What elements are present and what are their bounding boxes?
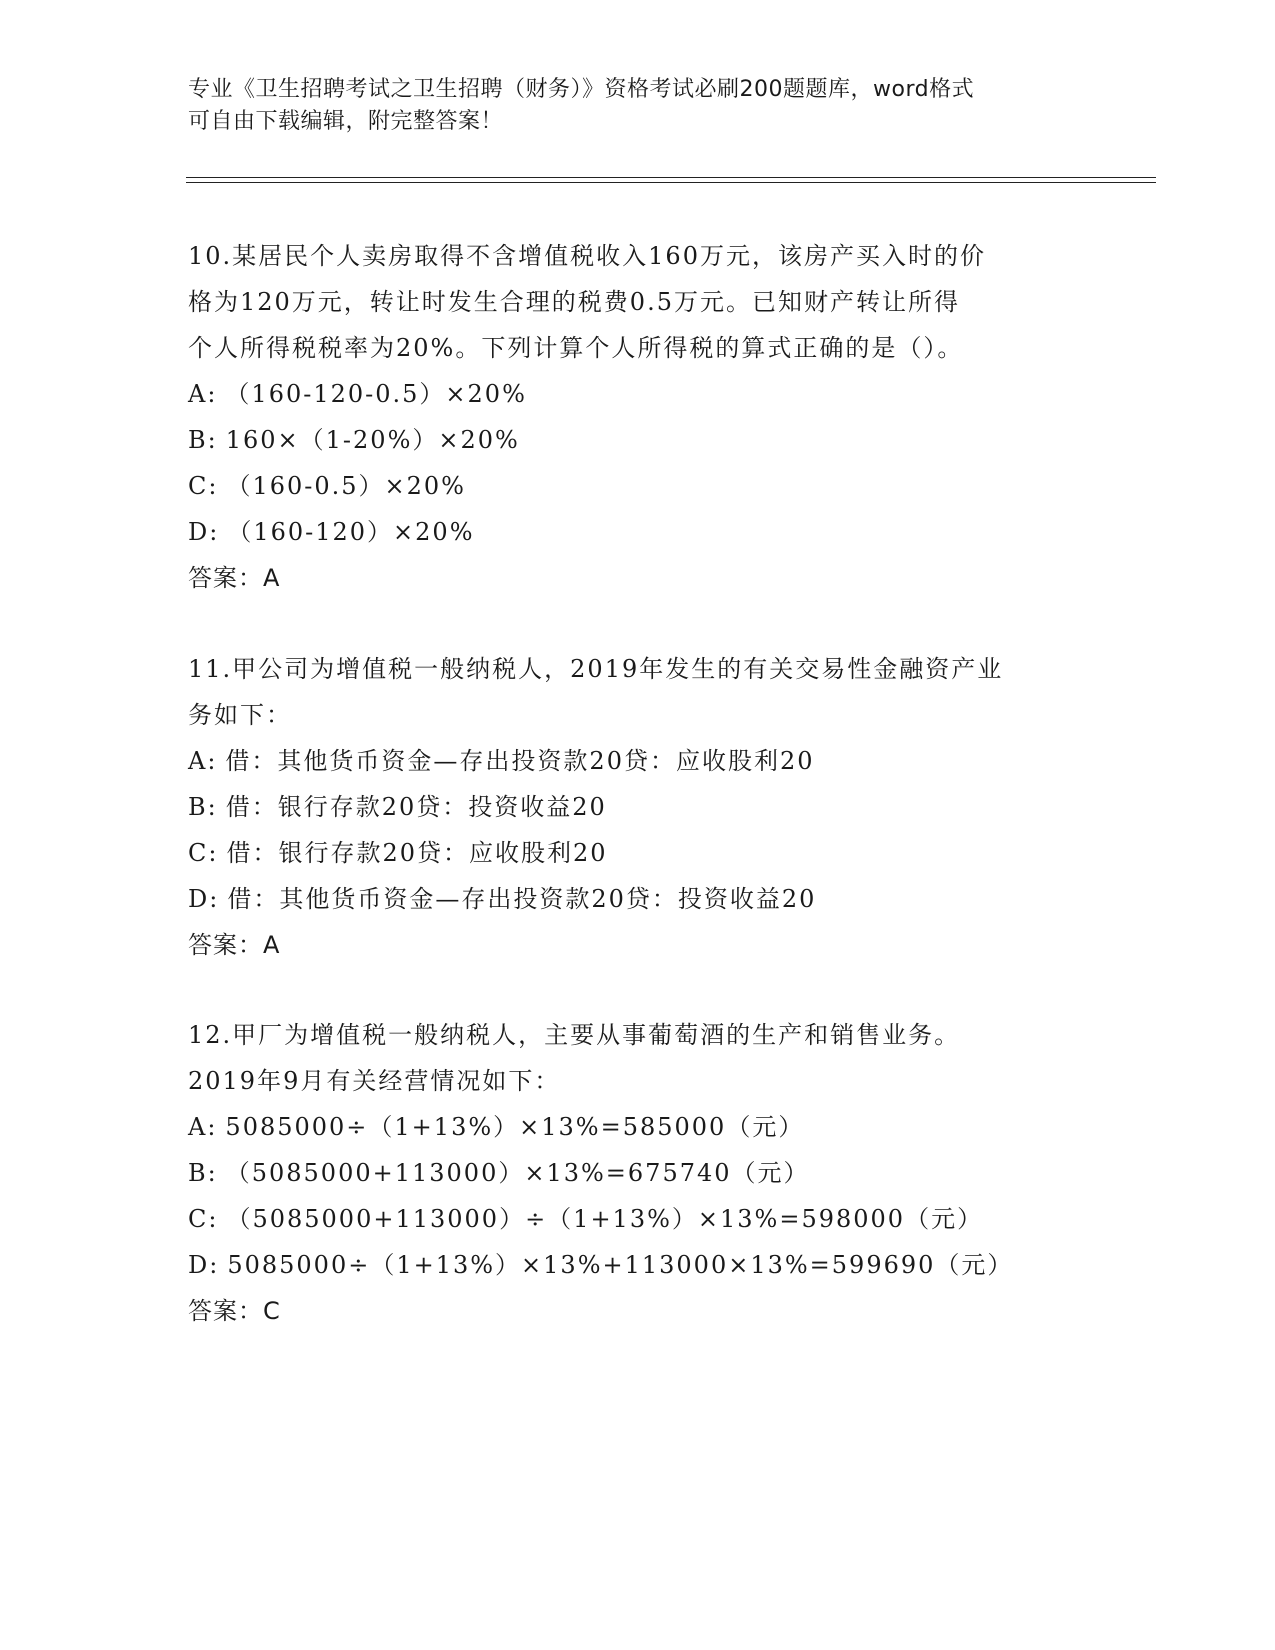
option-d (188, 1242, 1088, 1288)
option-d (188, 509, 1088, 555)
option-letter: B: (188, 1159, 218, 1187)
question-11 (188, 646, 1088, 968)
question-stem-line: 10.某居民个人卖房取得不含增值税收入160万元，该房产买入时的价 (188, 242, 986, 270)
option-letter: C: (188, 1205, 219, 1233)
option-c (188, 1196, 1088, 1242)
option-text: （160-120）×20% (227, 518, 475, 546)
option-letter: A: (188, 380, 218, 408)
question-stem-line: 11.甲公司为增值税一般纳税人，2019年发生的有关交易性金融资产业 (188, 655, 1004, 683)
option-text: 借：其他货币资金—存出投资款20贷：应收股利20 (225, 747, 815, 775)
question-stem-line: 12.甲厂为增值税一般纳税人，主要从事葡萄酒的生产和销售业务。 (188, 1021, 961, 1049)
option-text: （5085000+113000）÷（1+13%）×13%=598000（元） (226, 1205, 984, 1233)
option-letter: A: (188, 1113, 218, 1141)
option-text: 借：银行存款20贷：应收股利20 (226, 839, 608, 867)
header-divider-bottom (186, 182, 1156, 183)
option-text: 5085000÷（1+13%）×13%+113000×13%=599690（元） (227, 1251, 1014, 1279)
option-d (188, 876, 1088, 922)
option-text: 借：银行存款20贷：投资收益20 (225, 793, 607, 821)
option-letter: B: (188, 426, 218, 454)
option-letter: B: (188, 793, 218, 821)
option-letter: C: (188, 472, 219, 500)
option-letter: C: (188, 839, 219, 867)
option-a (188, 1104, 1088, 1150)
question-stem-line: 格为120万元，转让时发生合理的税费0.5万元。已知财产转让所得 (188, 288, 960, 316)
option-text: （160-120-0.5）×20% (225, 380, 527, 408)
header-line-2: 可自由下载编辑，附完整答案！ (188, 109, 504, 134)
header-line-1: 专业《卫生招聘考试之卫生招聘（财务）》资格考试必刷200题题库，word格式 (188, 77, 975, 102)
option-c (188, 830, 1088, 876)
question-stem-line: 2019年9月有关经营情况如下： (188, 1067, 561, 1095)
question-10 (188, 233, 1088, 601)
question-stem-line: 个人所得税税率为20%。下列计算个人所得税的算式正确的是（）。 (188, 334, 964, 362)
answer-line: 答案：A (188, 931, 281, 959)
option-letter: D: (188, 885, 220, 913)
option-text: 160×（1-20%）×20% (225, 426, 520, 454)
option-b (188, 417, 1088, 463)
option-letter: D: (188, 1251, 220, 1279)
document-header (188, 74, 1088, 138)
header-divider-top (186, 177, 1156, 178)
option-letter: D: (188, 518, 220, 546)
option-text: （5085000+113000）×13%=675740（元） (225, 1159, 810, 1187)
option-letter: A: (188, 747, 218, 775)
option-text: 借：其他货币资金—存出投资款20贷：投资收益20 (227, 885, 817, 913)
option-text: 5085000÷（1+13%）×13%=585000（元） (225, 1113, 805, 1141)
answer-line: 答案：A (188, 564, 281, 592)
option-a (188, 738, 1088, 784)
question-stem-line: 务如下： (188, 701, 292, 729)
option-b (188, 1150, 1088, 1196)
option-b (188, 784, 1088, 830)
option-text: （160-0.5）×20% (226, 472, 466, 500)
answer-line: 答案：C (188, 1297, 281, 1325)
option-a (188, 371, 1088, 417)
option-c (188, 463, 1088, 509)
question-12 (188, 1012, 1088, 1334)
